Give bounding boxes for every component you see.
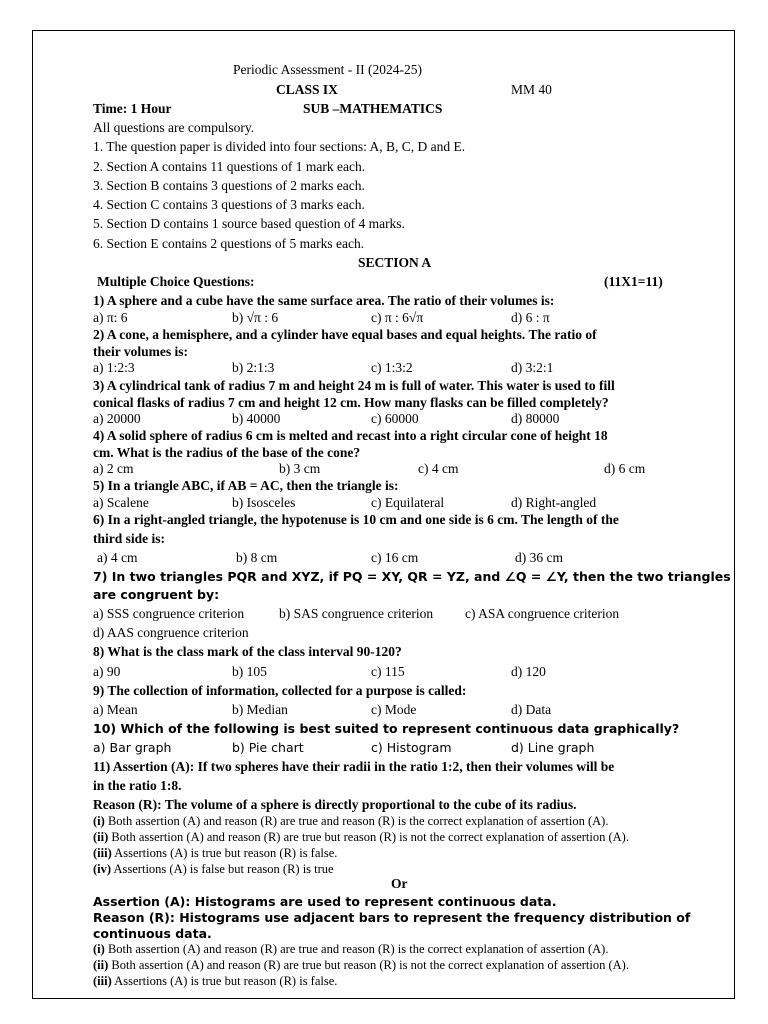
mcq-label: Multiple Choice Questions: (97, 274, 255, 289)
question-2-cont: their volumes is: (93, 344, 188, 359)
instruction-line: 6. Section E contains 2 questions of 5 marks each. (93, 236, 365, 251)
ar-option: (i) Both assertion (A) and reason (R) are true and reason (R) is the correct explanation of assertion (A). (93, 814, 609, 828)
instruction-line: 1. The question paper is divided into four sections: A, B, C, D and E. (93, 139, 466, 154)
instruction-line: 5. Section D contains 1 source based question of 4 marks. (93, 216, 405, 231)
alt-assertion: Assertion (A): Histograms are used to represent continuous data. (93, 894, 557, 909)
option: b) Isosceles (232, 495, 296, 510)
option: c) Histogram (371, 740, 452, 755)
instruction-line: 2. Section A contains 11 questions of 1 mark each. (93, 159, 366, 174)
question-9: 9) The collection of information, collected for a purpose is called: (93, 683, 467, 698)
option: c) 16 cm (371, 550, 419, 565)
section-title: SECTION A (358, 255, 432, 270)
question-1: 1) A sphere and a cube have the same surface area. The ratio of their volumes is: (93, 293, 555, 308)
option: c) Equilateral (371, 495, 445, 510)
question-6: 6) In a right-angled triangle, the hypotenuse is 10 cm and one side is 6 cm. The length of the (93, 512, 619, 527)
alt-reason-cont: continuous data. (93, 926, 212, 941)
ar-option: (ii) Both assertion (A) and reason (R) are true but reason (R) is not the correct explanation of assertion (A). (93, 958, 629, 972)
question-4-cont: cm. What is the radius of the base of the cone? (93, 445, 361, 460)
option: a) SSS congruence criterion (93, 606, 245, 621)
instruction-line: All questions are compulsory. (93, 120, 255, 135)
option: d) 6 cm (604, 461, 646, 476)
question-11: 11) Assertion (A): If two spheres have their radii in the ratio 1:2, then their volumes will be (93, 759, 615, 774)
class-label: CLASS IX (276, 82, 338, 97)
option: a) Scalene (93, 495, 149, 510)
option: c) 60000 (371, 411, 419, 426)
question-5: 5) In a triangle ABC, if AB = AC, then the triangle is: (93, 478, 399, 493)
ar-option: (i) Both assertion (A) and reason (R) are true and reason (R) is the correct explanation of assertion (A). (93, 942, 609, 956)
option: b) Median (232, 702, 288, 717)
exam-title: Periodic Assessment - II (2024-25) (233, 62, 422, 77)
option: d) Right-angled (511, 495, 597, 510)
ar-option: (iv) Assertions (A) is false but reason (R) is true (93, 862, 334, 876)
option: a) 20000 (93, 411, 141, 426)
section-marks: (11X1=11) (604, 274, 663, 289)
option: d) 36 cm (515, 550, 563, 565)
ar-option: (iii) Assertions (A) is true but reason (R) is false. (93, 846, 338, 860)
option: d) 6 : π (511, 310, 550, 325)
question-7-cont: are congruent by: (93, 587, 220, 602)
option: c) 1:3:2 (371, 360, 413, 375)
option: c) 115 (371, 664, 405, 679)
option: a) 1:2:3 (93, 360, 135, 375)
option: a) Mean (93, 702, 138, 717)
option: b) 2:1:3 (232, 360, 275, 375)
time-label: Time: 1 Hour (93, 101, 172, 116)
option: c) Mode (371, 702, 417, 717)
option: b) √π : 6 (232, 310, 279, 325)
ar-option: (ii) Both assertion (A) and reason (R) are true but reason (R) is not the correct explanation of assertion (A). (93, 830, 629, 844)
alt-reason: Reason (R): Histograms use adjacent bars to represent the frequency distribution of (93, 910, 691, 925)
instruction-line: 3. Section B contains 3 questions of 2 marks each. (93, 178, 365, 193)
ar-option: (iii) Assertions (A) is true but reason (R) is false. (93, 974, 338, 988)
option: b) 105 (232, 664, 267, 679)
question-3: 3) A cylindrical tank of radius 7 m and height 24 m is full of water. This water is used to fill (93, 378, 615, 393)
reason: Reason (R): The volume of a sphere is directly proportional to the cube of its radius. (93, 797, 577, 812)
option: a) 90 (93, 664, 121, 679)
option: d) 120 (511, 664, 546, 679)
max-marks: MM 40 (511, 82, 552, 97)
option: d) 3:2:1 (511, 360, 554, 375)
question-6-cont: third side is: (93, 531, 166, 546)
option: b) Pie chart (232, 740, 304, 755)
or-label: Or (391, 876, 408, 891)
instruction-line: 4. Section C contains 3 questions of 3 marks each. (93, 197, 365, 212)
question-4: 4) A solid sphere of radius 6 cm is melted and recast into a right circular cone of height 18 (93, 428, 608, 443)
option: c) 4 cm (418, 461, 459, 476)
option: a) 2 cm (93, 461, 134, 476)
option: d) AAS congruence criterion (93, 625, 249, 640)
option: b) SAS congruence criterion (279, 606, 434, 621)
question-11-cont: in the ratio 1:8. (93, 778, 182, 793)
option: b) 3 cm (279, 461, 321, 476)
option: a) π: 6 (93, 310, 128, 325)
option: d) Line graph (511, 740, 595, 755)
question-10: 10) Which of the following is best suited to represent continuous data graphically? (93, 721, 680, 736)
question-3-cont: conical flasks of radius 7 cm and height 12 cm. How many flasks can be filled completely? (93, 395, 609, 410)
option: b) 8 cm (236, 550, 278, 565)
option: d) 80000 (511, 411, 560, 426)
option: c) π : 6√π (371, 310, 424, 325)
option: a) Bar graph (93, 740, 172, 755)
option: a) 4 cm (97, 550, 138, 565)
subject-label: SUB –MATHEMATICS (303, 101, 443, 116)
question-2: 2) A cone, a hemisphere, and a cylinder have equal bases and equal heights. The ratio of (93, 327, 597, 342)
option: c) ASA congruence criterion (465, 606, 620, 621)
question-7: 7) In two triangles PQR and XYZ, if PQ = XY, QR = YZ, and ∠Q = ∠Y, then the two triangles (93, 569, 731, 584)
option: d) Data (511, 702, 552, 717)
option: b) 40000 (232, 411, 281, 426)
question-8: 8) What is the class mark of the class interval 90-120? (93, 644, 402, 659)
